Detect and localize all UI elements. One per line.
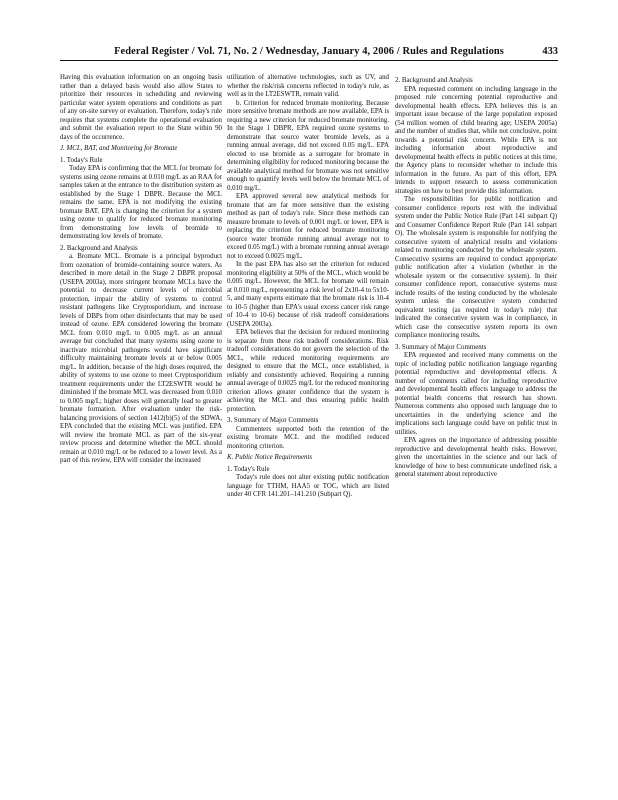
section-heading: K. Public Notice Requirements bbox=[227, 454, 313, 461]
column-2 bbox=[227, 74, 389, 500]
subsection-heading: 2. Background and Analysis bbox=[395, 77, 473, 84]
paragraph: EPA requested comment on including language in the proposed rule concerning potential reproductive and developmental health effects. EPA believes this is an important issue because of the large population exposed (54 million women of child bearing age; USEPA 2005a) and the number of studies that, while not conclusive, point towards a potential risk concern. While EPA is not including information about reproductive and developmental health effects in public notices at this time, the Agency plans to reconsider whether to include this information in the future. As part of this effort, EPA intends to support research to assess communication strategies on how to best provide this information. bbox=[395, 85, 557, 195]
subsection-heading: 3. Summary of Major Comments bbox=[395, 343, 487, 351]
paragraph: EPA believes that the decision for reduced monitoring is separate from these risk tradeoff considerations. Risk tradeoff considerations do not govern the selection of the MCL, while reduced monitoring requirements are designed to ensure that the MCL, once established, is reliably and consistently achieved. Requiring a running annual average of 0.0025 mg/L for the reduced monitoring criterion allows greater confidence that the system is achieving the MCL and thus ensuring public health protection. bbox=[227, 329, 389, 413]
page-number: 433 bbox=[542, 46, 558, 57]
paragraph: EPA approved several new analytical methods for bromate that are far more sensitive than the existing method as part of today's rule. Since these methods can measure bromate to levels of 0.001 mg/L or lower, EPA is replacing the criterion for reduced bromate monitoring (source water bromide running annual average not to exceed 0.05 mg/L) with a bromate running annual average not to exceed 0.0025 mg/L. bbox=[227, 193, 389, 260]
paragraph: a. Bromate MCL. Bromate is a principal byproduct from ozonation of bromide-containing source waters. As described in more detail in the Stage 2 DBPR proposal (USEPA 2003a), more stringent bromate MCLs have the potential to decrease current levels of microbial protection, impair the ability of systems to control resistant pathogens like Cryptosporidium, and increase levels of DBPs from other disinfectants that may be used instead of ozone. EPA considered lowering the bromate MCL from 0.010 mg/L to 0.005 mg/L as an annual average but concluded that many systems using ozone to inactivate microbial pathogens would have significant difficulty maintaining bromate levels at or below 0.005 mg/L. In addition, because of the high doses required, the ability of systems to use ozone to meet Cryptosporidium treatment requirements under the LT2ESWTR would be diminished if the bromate MCL was decreased from 0.010 to 0.005 mg/L; higher doses will generally lead to greater bromate formation. After evaluation under the risk-balancing provisions of section 1412(b)(5) of the SDWA, EPA concluded that the existing MCL was justified. EPA will review the bromate MCL as part of the six-year review process and determine whether the MCL should remain at 0.010 mg/L or be reduced to a lower level. As a part of this review, EPA will consider the increased bbox=[60, 253, 222, 464]
paragraph: utilization of alternative technologies, such as UV, and whether the risk/risk concerns reflected in today's rule, as well as in the LT2ESWTR, remain valid. bbox=[227, 74, 389, 98]
paragraph: Having this evaluation information on an ongoing basis rather than a delayed basis would also allow States to prioritize their resources in scheduling and reviewing particular water system operations and conditions as part of any on-site survey or evaluation. Therefore, today's rule requires that systems complete the operational evaluation and submit the evaluation report to the State within 90 days of the occurrence. bbox=[60, 74, 222, 141]
paragraph: The responsibilities for public notification and consumer confidence reports rest with the individual system under the Public Notice Rule (Part 141 subpart Q) and Consumer Confidence Report Rule (Part 141 subpart O). The wholesale system is responsible for notifying the consecutive system of analytical results and violations related to monitoring conducted by the wholesale system. Consecutive systems are required to conduct appropriate public notification after a violation (whether in the wholesale system or the consecutive system). In their consumer confidence report, consecutive systems must include results of the testing conducted by the wholesale system unless the consecutive system conducted equivalent testing (as required in today's rule) that indicated the consecutive system was in compliance, in which case the consecutive system reports its own compliance monitoring results. bbox=[395, 196, 557, 339]
running-head: Federal Register / Vol. 71, No. 2 / Wednesday, January 4, 2006 / Rules and Regulations bbox=[114, 46, 504, 57]
column-3 bbox=[395, 74, 557, 480]
page-header bbox=[60, 46, 558, 61]
column-1 bbox=[60, 74, 222, 466]
paragraph: Today's rule does not alter existing public notification language for TTHM, HAA5 or TOC, which are listed under 40 CFR 141.201–141.210 (Subpart Q). bbox=[227, 474, 389, 498]
paragraph: In the past EPA has also set the criterion for reduced monitoring eligibility at 50% of the MCL, which would be 0.005 mg/L. However, the MCL for bromate will remain at 0.010 mg/L, representing a risk level of 2x10-4 to 5x10-5, and many experts estimate that the bromate risk is 10-4 to 10-5 (higher than EPA's usual excess cancer risk range of 10-4 to 10-6) because of risk tradeoff considerations (USEPA 2003a). bbox=[227, 261, 389, 328]
subsection-heading: 3. Summary of Major Comments bbox=[227, 417, 319, 424]
paragraph: EPA agrees on the importance of addressing possible reproductive and developmental health risks. However, given the uncertainties in the science and our lack of knowledge of how to best communicate undefined risk, a general statement about reproductive bbox=[395, 437, 557, 478]
paragraph: Today EPA is confirming that the MCL for bromate for systems using ozone remains at 0.010 mg/L as an RAA for samples taken at the entrance to the distribution system as established by the Stage 1 DBPR. Because the MCL remains the same, EPA is not modifying the existing bromate BAT. EPA is changing the criterion for a system using ozone to qualify for reduced bromate monitoring from demonstrating low levels of bromide to demonstrating low levels of bromate. bbox=[60, 165, 222, 240]
paragraph: Commenters supported both the retention of the existing bromate MCL and the modified reduced monitoring criterion. bbox=[227, 425, 389, 450]
paragraph: EPA requested and received many comments on the topic of including public notification language regarding potential reproductive and developmental effects. A number of comments called for including reproductive and developmental health effects language to address the potential health concerns that research has shown. Numerous comments also opposed such language due to uncertainties in the underlying science and the implications such language could have on public trust in utilities. bbox=[395, 352, 557, 436]
subsection-heading: 1. Today's Rule bbox=[227, 465, 270, 473]
section-heading: J. MCL, BAT, and Monitoring for Bromate bbox=[60, 145, 178, 152]
subsection-heading: 1. Today's Rule bbox=[60, 156, 103, 164]
subsection-heading: 2. Background and Analysis bbox=[60, 244, 138, 252]
paragraph: b. Criterion for reduced bromate monitoring. Because more sensitive bromate methods are now available, EPA is requiring a new criterion for reduced bromate monitoring. In the Stage 1 DBPR, EPA required ozone systems to demonstrate that source water bromide levels, as a running annual average, did not exceed 0.05 mg/L. EPA elected to use bromide as a surrogate for bromate in determining eligibility for reduced monitoring because the available analytical method for bromate was not sensitive enough to quantify levels well below the bromate MCL of 0.010 mg/L. bbox=[227, 99, 389, 192]
